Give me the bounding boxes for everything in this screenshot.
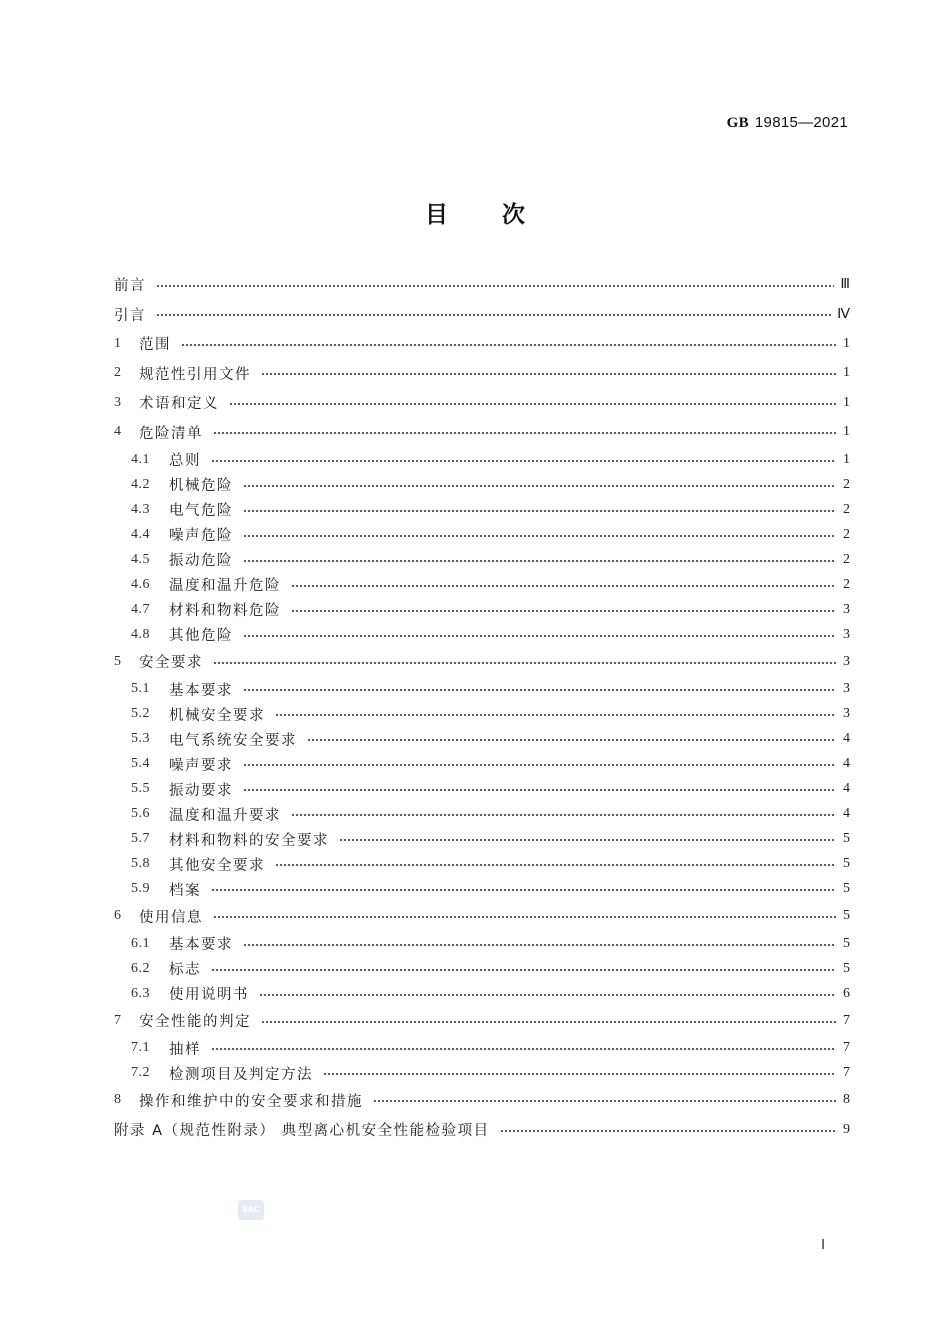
toc-entry[interactable]	[114, 727, 850, 752]
toc-entry[interactable]	[114, 300, 850, 330]
table-of-contents	[114, 270, 850, 1145]
toc-entry-title: 总则	[169, 453, 201, 469]
toc-entry-page: 5	[843, 881, 850, 896]
toc-entry-number: 4.8	[131, 626, 150, 642]
toc-entry-page: Ⅲ	[840, 277, 850, 293]
toc-dot-leader	[243, 485, 836, 487]
page-title-char-2: 次	[502, 202, 525, 228]
toc-entry-number: 6.3	[131, 985, 150, 1001]
toc-entry-title: 检测项目及判定方法	[169, 1066, 313, 1083]
toc-entry-page: 3	[843, 626, 850, 642]
page-title-char-1: 目	[425, 202, 448, 228]
toc-entry-page: 4	[843, 781, 850, 796]
toc-entry-number: 5.1	[131, 681, 150, 696]
toc-entry-title: 材料和物料的安全要求	[169, 832, 329, 849]
toc-entry-number: 6.2	[131, 960, 150, 976]
toc-dot-leader	[243, 510, 836, 512]
toc-entry-number: 5.6	[131, 806, 150, 821]
toc-entry-page: 9	[843, 1121, 850, 1137]
toc-dot-leader	[261, 1021, 836, 1023]
toc-entry[interactable]	[114, 677, 850, 702]
toc-entry-number: 5	[114, 653, 121, 669]
toc-entry-page: 7	[843, 1012, 850, 1028]
toc-entry-number: 1	[114, 335, 121, 351]
toc-entry-page: 4	[843, 731, 850, 746]
toc-entry-number: 4.7	[131, 601, 150, 617]
toc-entry-page: 4	[843, 756, 850, 771]
toc-entry-number: 5.8	[131, 856, 150, 871]
toc-entry[interactable]	[114, 902, 850, 932]
toc-entry-title: 机械危险	[169, 478, 233, 494]
toc-entry-number: 7.2	[131, 1065, 150, 1080]
toc-entry-title: 标志	[169, 962, 201, 978]
toc-entry-title: 使用信息	[139, 909, 203, 926]
toc-entry[interactable]	[114, 270, 850, 300]
toc-entry-title: 术语和定义	[139, 396, 219, 413]
toc-entry-number: 5.5	[131, 781, 150, 796]
toc-entry-number: 6.1	[131, 935, 150, 951]
toc-entry-page: Ⅳ	[837, 306, 850, 322]
toc-entry-page: 3	[843, 681, 850, 696]
toc-entry-number: 7	[114, 1012, 121, 1028]
toc-entry-title: 振动危险	[169, 553, 233, 569]
toc-entry-number: 2	[114, 365, 121, 381]
toc-entry-title: 温度和温升要求	[169, 807, 281, 824]
toc-entry-page: 5	[843, 960, 850, 976]
toc-entry-title: 基本要求	[169, 937, 233, 953]
toc-entry-number: 4.5	[131, 551, 150, 567]
toc-entry[interactable]	[114, 418, 850, 448]
toc-dot-leader	[243, 764, 836, 766]
toc-entry-title: 基本要求	[169, 682, 233, 699]
toc-entry-page: 3	[843, 653, 850, 669]
toc-entry[interactable]	[114, 1036, 850, 1061]
toc-entry-title: 操作和维护中的安全要求和措施	[139, 1093, 363, 1110]
toc-entry[interactable]	[114, 956, 850, 981]
toc-entry-title: 抽样	[169, 1041, 201, 1058]
toc-dot-leader	[243, 560, 836, 562]
toc-dot-leader	[339, 839, 836, 841]
toc-dot-leader	[211, 889, 836, 891]
toc-dot-leader	[291, 585, 836, 587]
toc-entry-number: 5.3	[131, 731, 150, 746]
toc-entry-title: 前言	[114, 278, 146, 295]
toc-entry-page: 2	[843, 526, 850, 542]
toc-entry[interactable]	[114, 472, 850, 497]
toc-entry[interactable]	[114, 388, 850, 418]
toc-entry[interactable]	[114, 597, 850, 622]
toc-entry-number: 4.2	[131, 476, 150, 492]
toc-dot-leader	[243, 635, 836, 637]
toc-entry-page: 2	[843, 576, 850, 592]
toc-entry-title: 电气系统安全要求	[169, 732, 297, 749]
toc-entry-page: 1	[843, 335, 850, 351]
toc-entry-page: 1	[843, 424, 850, 440]
toc-dot-leader	[323, 1073, 836, 1075]
toc-entry-title: 引言	[114, 307, 146, 324]
toc-dot-leader	[213, 916, 836, 918]
toc-entry[interactable]	[114, 931, 850, 956]
toc-dot-leader	[243, 689, 836, 691]
toc-entry[interactable]	[114, 702, 850, 727]
toc-entry-number: 4.6	[131, 576, 150, 592]
toc-entry[interactable]	[114, 572, 850, 597]
toc-entry-page: 3	[843, 706, 850, 721]
toc-dot-leader	[211, 969, 836, 971]
toc-entry-page: 6	[843, 985, 850, 1001]
toc-entry-title: 范围	[139, 337, 171, 354]
toc-dot-leader	[211, 1048, 836, 1050]
toc-dot-leader	[213, 432, 836, 434]
toc-entry-page: 3	[843, 601, 850, 617]
toc-entry-number: 8	[114, 1092, 121, 1108]
toc-entry[interactable]	[114, 777, 850, 802]
toc-entry-page: 1	[843, 365, 850, 381]
toc-dot-leader	[243, 789, 836, 791]
toc-entry[interactable]	[114, 647, 850, 677]
toc-entry-number: 6	[114, 908, 121, 924]
toc-entry-page: 2	[843, 551, 850, 567]
toc-dot-leader	[213, 662, 836, 664]
toc-entry-number: 4.4	[131, 526, 150, 542]
toc-entry[interactable]	[114, 359, 850, 389]
toc-entry[interactable]	[114, 447, 850, 472]
toc-entry-number: 4	[114, 424, 121, 440]
toc-entry-title: 档案	[169, 882, 201, 899]
toc-entry-title: 安全要求	[139, 655, 203, 672]
toc-dot-leader	[307, 739, 836, 741]
toc-entry-number: 5.4	[131, 756, 150, 771]
standard-prefix: GB	[726, 115, 749, 131]
toc-entry[interactable]	[114, 1115, 850, 1145]
toc-entry-page: 7	[843, 1065, 850, 1080]
toc-entry-page: 5	[843, 935, 850, 951]
toc-entry-page: 5	[843, 908, 850, 924]
toc-entry-title: 其他危险	[169, 628, 233, 644]
toc-entry-page: 8	[843, 1092, 850, 1108]
toc-entry-number: 4.1	[131, 451, 150, 467]
toc-entry-number: 7.1	[131, 1040, 150, 1055]
toc-entry-title: 材料和物料危险	[169, 603, 281, 619]
page-title	[0, 196, 950, 229]
toc-entry[interactable]	[114, 329, 850, 359]
toc-entry-title: 噪声危险	[169, 528, 233, 544]
toc-entry-title: 规范性引用文件	[139, 366, 251, 383]
toc-entry-title: 其他安全要求	[169, 857, 265, 874]
footer-page-number: Ⅰ	[821, 1238, 826, 1253]
toc-entry[interactable]	[114, 802, 850, 827]
toc-dot-leader	[373, 1100, 836, 1102]
toc-dot-leader	[229, 403, 836, 405]
toc-entry[interactable]	[114, 522, 850, 547]
standard-code	[727, 114, 848, 132]
toc-entry-title: 电气危险	[169, 503, 233, 519]
toc-entry-number: 5.9	[131, 881, 150, 896]
toc-entry-title: 温度和温升危险	[169, 578, 281, 594]
toc-dot-leader	[243, 535, 836, 537]
toc-dot-leader	[291, 610, 836, 612]
toc-entry[interactable]	[114, 877, 850, 902]
toc-entry-title: 噪声要求	[169, 757, 233, 774]
toc-entry-title: 危险清单	[139, 425, 203, 442]
toc-entry-page: 4	[843, 806, 850, 821]
toc-entry-page: 7	[843, 1040, 850, 1055]
toc-entry-title: 机械安全要求	[169, 707, 265, 724]
toc-entry[interactable]	[114, 1061, 850, 1086]
toc-entry-title: 振动要求	[169, 782, 233, 799]
toc-entry[interactable]	[114, 1086, 850, 1116]
toc-dot-leader	[291, 814, 836, 816]
toc-entry-number: 5.7	[131, 831, 150, 846]
toc-entry-title: 使用说明书	[169, 987, 249, 1003]
toc-dot-leader	[275, 714, 836, 716]
sac-watermark-logo: SAC	[238, 1200, 264, 1220]
toc-dot-leader	[500, 1130, 836, 1132]
toc-entry[interactable]	[114, 981, 850, 1006]
toc-entry-title: 附录 A（规范性附录） 典型离心机安全性能检验项目	[114, 1123, 490, 1140]
toc-entry-page: 1	[843, 451, 850, 467]
toc-entry[interactable]	[114, 622, 850, 647]
toc-entry-page: 5	[843, 831, 850, 846]
toc-entry[interactable]	[114, 497, 850, 522]
toc-dot-leader	[261, 373, 836, 375]
toc-dot-leader	[243, 944, 836, 946]
toc-entry[interactable]	[114, 852, 850, 877]
toc-dot-leader	[181, 344, 836, 346]
toc-dot-leader	[211, 460, 836, 462]
standard-number: 19815—2021	[754, 114, 848, 131]
toc-entry[interactable]	[114, 1006, 850, 1036]
toc-entry-page: 1	[843, 394, 850, 410]
toc-entry[interactable]	[114, 752, 850, 777]
toc-entry-number: 4.3	[131, 501, 150, 517]
toc-entry[interactable]	[114, 547, 850, 572]
toc-entry-number: 3	[114, 394, 121, 410]
toc-entry-number: 5.2	[131, 706, 150, 721]
toc-dot-leader	[275, 864, 836, 866]
toc-dot-leader	[156, 285, 834, 287]
toc-entry-page: 5	[843, 856, 850, 871]
toc-dot-leader	[259, 994, 836, 996]
toc-dot-leader	[156, 314, 831, 316]
toc-entry-page: 2	[843, 501, 850, 517]
toc-entry-page: 2	[843, 476, 850, 492]
toc-entry-title: 安全性能的判定	[139, 1014, 251, 1031]
toc-entry[interactable]	[114, 827, 850, 852]
